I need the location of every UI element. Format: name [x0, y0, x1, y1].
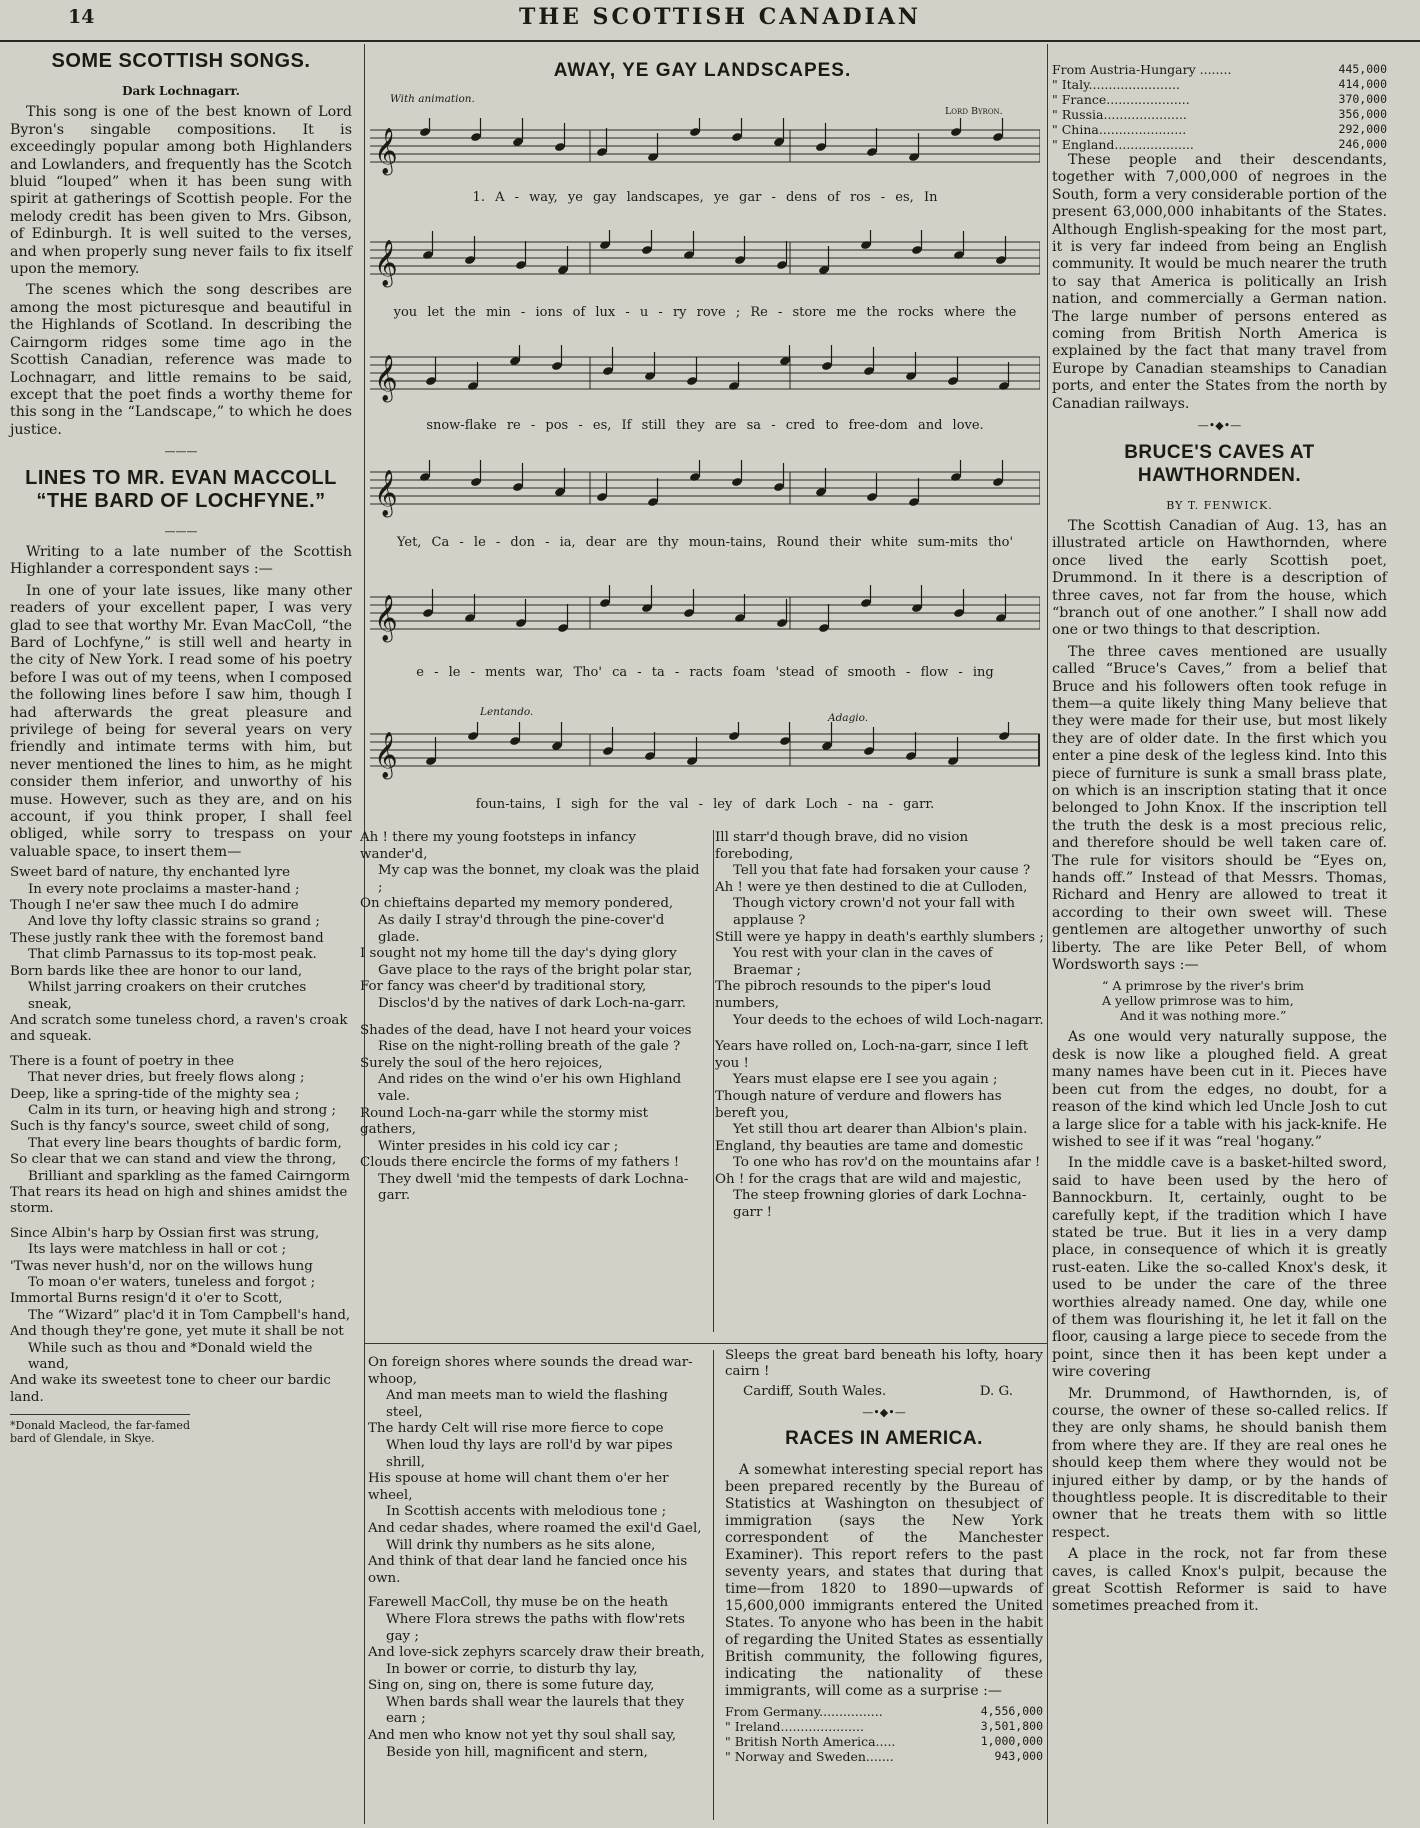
verse-line: His spouse at home will chant them o'er her wheel, [368, 1471, 669, 1503]
verse-line: England, thy beauties are tame and domestic [715, 1138, 1024, 1154]
footnote: *Donald Macleod, the far-famed bard of Glendale, in Skye. [10, 1414, 190, 1445]
verse [10, 865, 352, 1045]
paragraph: The three caves mentioned are usually called “Bruce's Caves,” from a belief that Bruce and his followers often took refuge in them—a quite likely thing Many believe that they were made for their use, but most likely they are of older date. In the first which you enter a pine desk of the legless kind. Into this piece of furniture is sunk a small brass plate, on which is an inscription stating that it once belonged to John Knox. If the inscription tell the truth the desk is a most precious relic, and therefore should be well taken care of. The rule for visitors should be “Eyes on, hands off.” Instead of that Messrs. Thomas, Richard and Henry are allowed to treat it according to their own sweet will. These gentlemen are altogether unworthy of such liberty. The are like Peter Bell, of whom Wordsworth says :— [1052, 643, 1387, 974]
article-heading: LINES TO MR. EVAN MACCOLL “THE BARD OF LOCHFYNE.” [25, 466, 337, 512]
paragraph: Mr. Drummond, of Hawthornden, is, of course, the owner of these so-called relics. If they are only shams, he should banish them from where they are. If they are real ones he should keep them where they would not be injured either by damp, or by the hands of thoughtless people. It is discreditable to their owner that he treats them with so little respect. [1052, 1385, 1387, 1541]
verse-line: Oh ! for the crags that are wild and majestic, [715, 1171, 1022, 1187]
verse-line: And think of that dear land he fancied once his own. [368, 1554, 688, 1586]
article-heading: RACES IN AMERICA. [785, 1427, 983, 1449]
masthead [0, 0, 1420, 42]
verse-line: Winter presides in his cold icy car ; [378, 1138, 619, 1154]
verse-line: To moan o'er waters, tuneless and forgot ; [28, 1275, 316, 1290]
verse-line: As daily I stray'd through the pine-cover'd glade. [378, 912, 665, 945]
verse-line: On foreign shores where sounds the dread war-whoop, [368, 1355, 693, 1387]
verse-line: And cedar shades, where roamed the exil'd Gael, [368, 1520, 702, 1536]
verse-line: That every line bears thoughts of bardic form, [28, 1135, 342, 1151]
treble-clef-icon: 𝄞 [374, 595, 398, 641]
music-staff [370, 230, 1040, 290]
article-heading: BRUCE'S CAVES AT HAWTHORNDEN. [1124, 441, 1315, 486]
divider: —•◆•— [862, 1405, 906, 1419]
tempo-marking: With animation. [390, 93, 475, 105]
verse [10, 1226, 352, 1406]
verse-line: That never dries, but freely flows along ; [28, 1070, 305, 1086]
verse-line: Surely the soul of the hero rejoices, [360, 1055, 603, 1071]
verse-line: For fancy was cheer'd by traditional story, [360, 979, 647, 995]
quote-line: A yellow primrose was to him, [1102, 993, 1294, 1009]
column-1 [10, 44, 352, 1445]
treble-clef-icon: 𝄞 [374, 732, 398, 778]
music-staff [370, 585, 1040, 645]
verse-line: In Scottish accents with melodious tone ; [386, 1504, 667, 1520]
verse-line: The “Wizard” plac'd it in Tom Campbell's hand, [28, 1307, 351, 1323]
treble-clef-icon: 𝄞 [374, 470, 398, 516]
verse-line: Years have rolled on, Loch-na-garr, since I left you ! [715, 1039, 1029, 1071]
verse-line: While such as thou and *Donald wield the wand, [28, 1340, 313, 1373]
verse-line: Sleeps the great bard beneath his lofty, hoary cairn ! [725, 1348, 1043, 1380]
verse-line: And love thy lofty classic strains so grand ; [28, 914, 320, 930]
divider: ——— [164, 445, 198, 459]
verse-line: Your deeds to the echoes of wild Loch-nagarr. [733, 1012, 1044, 1028]
verse [10, 1054, 352, 1218]
verse-line: Years must elapse ere I see you again ; [733, 1072, 998, 1088]
verse-line: Calm in its turn, or heaving high and strong ; [28, 1102, 336, 1118]
table-row: " Italy....................... 414,000 [1052, 77, 1387, 92]
verse-line: And man meets man to wield the flashing steel, [386, 1388, 668, 1420]
table-row: From Austria-Hungary ........ 445,000 [1052, 62, 1387, 77]
newspaper-title: THE SCOTTISH CANADIAN [518, 4, 922, 30]
music-staff [370, 722, 1040, 782]
signoff-place: Cardiff, South Wales. [743, 1383, 887, 1399]
table-row: " Norway and Sweden....... 943,000 [725, 1748, 1043, 1764]
verse-line: Rise on the night-rolling breath of the gale ? [378, 1039, 681, 1055]
verse-line: Ah ! were ye then destined to die at Culloden, [715, 879, 1028, 895]
music-title: AWAY, YE GAY LANDSCAPES. [553, 60, 852, 81]
lyric-line: e - le - ments war, Tho' ca - ta - racts foam 'stead of smooth - flow - ing [416, 665, 994, 680]
verse-line: So clear that we can stand and view the throng, [10, 1152, 337, 1168]
verse-line: The hardy Celt will rise more fierce to cope [368, 1421, 664, 1437]
verse-line: I sought not my home till the day's dying glory [360, 946, 677, 962]
signoff-initials: D. G. [979, 1383, 1013, 1399]
music-staff [370, 460, 1040, 520]
lyric-line: foun-tains, I sigh for the val - ley of dark Loch - na - garr. [475, 797, 935, 812]
section-rule [365, 1343, 1047, 1344]
lyricist: Lord Byron. [945, 106, 1003, 117]
verse-line: Since Albin's harp by Ossian first was strung, [10, 1225, 320, 1241]
verse-line: Yet still thou art dearer than Albion's plain. [733, 1122, 1028, 1138]
paragraph: A somewhat interesting special report has been prepared recently by the Bureau of Statistics at Washington on thesubject of immigration (says the New York correspondent of the Manchester Examiner). This report refers to the past seventy years, and states that during that time—from 1820 to 1890—upwards of 15,600,000 immigrants entered the United States. To anyone who has been in the habit of regarding the United States as essentially British community, the following figures, indicating the nationality of these immigrants, will come as a surprise :— [725, 1461, 1043, 1699]
verse-line: There is a fount of poetry in thee [10, 1053, 235, 1069]
treble-clef-icon: 𝄞 [374, 240, 398, 286]
poem-continuation [368, 1355, 708, 1761]
music-staff [370, 118, 1040, 178]
paragraph: As one would very naturally suppose, the desk is now like a ploughed field. A great many names have been cut in it. Pieces have been cut from the edges, no doubt, for a reason of the kind which led Uncle Josh to cut a large slice for a table with his jack-knife. He wished to see if it was “real 'hogany.” [1052, 1029, 1387, 1150]
verse-line: Immortal Burns resign'd it o'er to Scott, [10, 1291, 283, 1307]
table-row: " Russia..................... 356,000 [1052, 107, 1387, 122]
verse-line: You rest with your clan in the caves of Braemar ; [733, 946, 993, 978]
song-verses-left [360, 830, 705, 1205]
column-4 [1052, 62, 1387, 1620]
verse-line: Disclos'd by the natives of dark Loch-na-garr. [378, 995, 687, 1011]
paragraph: These people and their descendants, together with 7,000,000 of negroes in the South, form a very considerable portion of the present 63,000,000 inhabitants of the States. Although English-speaking for the most part, it is very far indeed from being an English community. It would be much nearer the truth to say that America is politically an Irish nation, and commercially a German nation. The large number of persons entered as coming from British North America is explained by the fact that many travel from Europe by Canadian steamships to Canadian ports, and enter the States from the north by Canadian railways. [1052, 152, 1387, 412]
verse-line: My cap was the bonnet, my cloak was the plaid ; [378, 863, 700, 895]
column-rule [713, 830, 714, 1332]
verse-line: 'Twas never hush'd, nor on the willows hung [10, 1258, 313, 1274]
verse-line: Whilst jarring croakers on their crutches sneak, [28, 980, 307, 1012]
table-row: " Ireland..................... 3,501,800 [725, 1718, 1043, 1734]
music-staff [370, 345, 1040, 405]
verse-line: Sweet bard of nature, thy enchanted lyre [10, 865, 291, 881]
lyric-line: you let the min - ions of lux - u - ry rove ; Re - store me the rocks where the [393, 305, 1017, 320]
lyric-line: 1. A - way, ye gay landscapes, ye gar - dens of ros - es, In [472, 190, 938, 205]
verse-line: Will drink thy numbers as he sits alone, [386, 1537, 656, 1553]
article-heading: SOME SCOTTISH SONGS. [51, 50, 311, 72]
quotation [1052, 978, 1387, 1023]
column-rule [1047, 44, 1048, 1824]
verse-line: Though nature of verdure and flowers has bereft you, [715, 1088, 1002, 1121]
paragraph: Writing to a late number of the Scottish Highlander a correspondent says :— [10, 543, 352, 578]
lyric-line: Yet, Ca - le - don - ia, dear are thy moun-tains, Round their white sum-mits tho' [396, 535, 1014, 550]
verse-line: And love-sick zephyrs scarcely draw their breath, [368, 1645, 705, 1661]
lyric-line: snow-flake re - pos - es, If still they are sa - cred to free-dom and love. [426, 418, 984, 433]
divider: ——— [164, 524, 198, 538]
verse-line: And men who know not yet thy soul shall say, [368, 1728, 677, 1744]
table-row: " France..................... 370,000 [1052, 92, 1387, 107]
verse-line: In every note proclaims a master-hand ; [28, 881, 300, 897]
paragraph: In the middle cave is a basket-hilted sword, said to have been used by the hero of Bannockburn. It, certainly, ought to be carefully kept, if the tradition which I have stated be true. But it lies in a very damp place, in consequence of which it is greatly rust-eaten. Like the so-called Knox's desk, it used to be under the care of the three worthies already named. One day, while one of them was flourishing it, he let it fall on the floor, causing a large piece to secede from the point, since then it has been kept under a wire covering [1052, 1155, 1387, 1381]
verse-line: To one who has rov'd on the mountains afar ! [733, 1155, 1041, 1171]
paragraph: This song is one of the best known of Lord Byron's singable compositions. It is exceedingly popular among both Highlanders and Lowlanders, and frequently has the Scotch bluid “louped” when it has been sung with spirit at gatherings of Scottish people. For the melody credit has been given to Mrs. Gibson, of Edinburgh. It is well suited to the verses, and when properly sung never fails to fix itself upon the memory. [10, 104, 352, 278]
table-row: " British North America..... 1,000,000 [725, 1733, 1043, 1749]
verse-line: The steep frowning glories of dark Lochna-garr ! [733, 1188, 1027, 1221]
tempo-marking: Adagio. [828, 712, 869, 724]
verse-line: They dwell 'mid the tempests of dark Lochna-garr. [378, 1171, 689, 1204]
paragraph: The Scottish Canadian of Aug. 13, has an illustrated article on Hawthornden, where once lived the early Scottish poet, Drummond. In it there is a description of three caves, not far from the house, which “branch out of one another.” I shall now add one or two things to that description. [1052, 517, 1387, 639]
verse-line: Round Loch-na-garr while the stormy mist gathers, [360, 1105, 649, 1138]
verse-line: Tell you that fate had forsaken your cause ? [733, 863, 1031, 879]
treble-clef-icon: 𝄞 [374, 128, 398, 174]
verse-line: Though I ne'er saw thee much I do admire [10, 898, 299, 914]
song-verses-right [715, 830, 1045, 1222]
verse-line: Such is thy fancy's source, sweet child of song, [10, 1119, 330, 1135]
verse-line: Its lays were matchless in hall or cot ; [28, 1242, 287, 1258]
verse-line: When bards shall wear the laurels that they earn ; [386, 1694, 685, 1727]
verse-line: And though they're gone, yet mute it shall be not [10, 1324, 344, 1340]
verse-line: Clouds there encircle the forms of my fathers ! [360, 1155, 680, 1171]
verse-line: Where Flora strews the paths with flow'rets gay ; [386, 1611, 685, 1644]
races-article [725, 1348, 1043, 1764]
tempo-marking: Lentando. [480, 706, 534, 718]
table-row: " England.................... 246,000 [1052, 137, 1387, 152]
verse-line: Shades of the dead, have I not heard your voices [360, 1022, 692, 1038]
divider: —•◆•— [1197, 419, 1242, 433]
verse-line: The pibroch resounds to the piper's loud numbers, [715, 979, 992, 1011]
verse-line: When loud thy lays are roll'd by war pipes shrill, [386, 1437, 673, 1470]
article-subheading: Dark Lochnagarr. [122, 84, 240, 98]
paragraph: The scenes which the song describes are among the most picturesque and beautiful in the Highlands of Scotland. In describing the Cairngorm ridges some time ago in the Scottish Canadian, reference was made to Lochnagarr, and little remains to be said, except that the poet finds a worthy theme for this song in the “Landscape,” to which he does justice. [10, 282, 352, 438]
verse-line: That climb Parnassus to its top-most peak. [28, 947, 317, 963]
verse-line: Sing on, sing on, there is some future day, [368, 1678, 655, 1694]
verse-line: Born bards like thee are honor to our land, [10, 963, 303, 979]
table-row: From Germany................ 4,556,000 [725, 1703, 1043, 1719]
table-row: " China...................... 292,000 [1052, 122, 1387, 137]
verse-line: These justly rank thee with the foremost band [10, 930, 324, 946]
verse-line: Farewell MacColl, thy muse be on the heath [368, 1595, 669, 1611]
verse-line: Deep, like a spring-tide of the mighty sea ; [10, 1086, 300, 1102]
verse-line: Ah ! there my young footsteps in infancy wander'd, [360, 830, 636, 862]
verse-line: And scratch some tuneless chord, a raven's croak and squeak. [10, 1012, 348, 1045]
verse-line: Still were ye happy in death's earthly slumbers ; [715, 929, 1044, 945]
quote-line: “ A primrose by the river's brim [1102, 978, 1305, 994]
treble-clef-icon: 𝄞 [374, 355, 398, 401]
paragraph: A place in the rock, not far from these caves, is called Knox's pulpit, because the great Scottish Reformer is said to have sometimes preached from it. [1052, 1546, 1387, 1615]
verse-line: Gave place to the rays of the bright polar star, [378, 962, 693, 978]
quote-line: And it was nothing more.” [1120, 1008, 1287, 1024]
byline: BY T. FENWICK. [1166, 498, 1273, 512]
column-rule [713, 1350, 714, 1820]
verse-line: And rides on the wind o'er his own Highland vale. [378, 1072, 682, 1104]
verse-line: And wake its sweetest tone to cheer our bardic land. [10, 1373, 331, 1405]
verse-line: On chieftains departed my memory pondered, [360, 896, 674, 912]
verse-line: Though victory crown'd not your fall with applause ? [733, 896, 1016, 928]
verse-line: In bower or corrie, to disturb thy lay, [386, 1661, 638, 1677]
immigration-table [1052, 62, 1387, 152]
verse-line: Ill starr'd though brave, did no vision foreboding, [715, 830, 969, 862]
verse-line: That rears its head on high and shines amidst the storm. [10, 1184, 348, 1217]
verse-line: Brilliant and sparkling as the famed Cairngorm [28, 1168, 350, 1184]
immigration-table [725, 1704, 1043, 1764]
paragraph: In one of your late issues, like many other readers of your excellent paper, I was very glad to see that worthy Mr. Evan MacColl, “the Bard of Lochfyne,” is still well and hearty in the city of New York. I read some of his poetry before I was out of my teens, when I composed the following lines before I saw him, though I had afterwards the great pleasure and privilege of being for several years on very friendly and intimate terms with him, but never mentioned the lines to him, as he might consider them inferior, and unworthy of his muse. However, such as they are, and on his account, if you think proper, I shall feel obliged, while sorry to trespass on your valuable space, to insert them— [10, 582, 352, 860]
page-number: 14 [68, 6, 95, 28]
verse-line: Beside yon hill, magnificent and stern, [386, 1744, 648, 1760]
